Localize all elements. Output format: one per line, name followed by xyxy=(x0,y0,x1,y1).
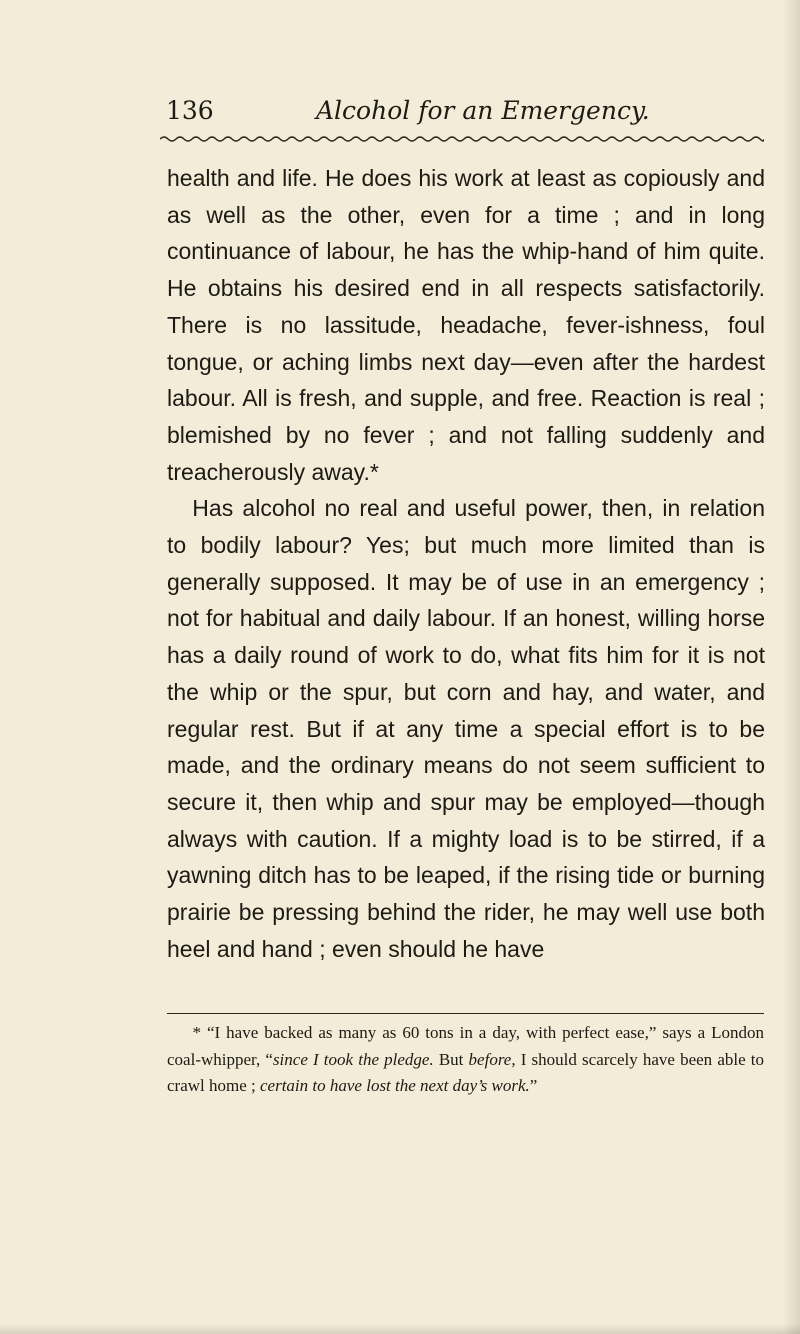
paragraph: health and life. He does his work at least as copiously and as well as the other, even for a time ; and in long continuance of labour, he has the whip-hand of him quite. He obtains his desired end in all respects satisfactorily. There is no lassitude, headache, fever-ishness, foul tongue, or aching limbs next day—even after the hardest labour. All is fresh, and supple, and free. Reaction is real ; blemished by no fever ; and not falling suddenly and treacherously away.* xyxy=(167,165,765,485)
running-title: Alcohol for an Emergency. xyxy=(316,96,650,125)
body-text xyxy=(167,160,765,967)
footnote-text: ” xyxy=(529,1076,538,1095)
footnote-text: But xyxy=(433,1049,469,1069)
footnote-italic-text: since I took the pledge. xyxy=(272,1049,434,1069)
page-number: 136 xyxy=(166,96,214,125)
page-edge-shadow xyxy=(782,0,800,1334)
page-bottom-shadow xyxy=(0,1324,800,1334)
paragraph: Has alcohol no real and useful power, then, in relation to bodily labour? Yes; but much more limited than is generally supposed. It may be of use in an emergency ; not for habitual and daily labour. If an honest, willing horse has a daily round of work to do, what fits him for it is not the whip or the spur, but corn and hay, and water, and regular rest. But if at any time a special effort is to be made, and the ordinary means do not seem sufficient to secure it, then whip and spur may be employed—though always with caution. If a mighty load is to be stirred, if a yawning ditch has to be leaped, if the rising tide or burning prairie be pressing behind the rider, he may well use both heel and hand ; even should he have xyxy=(167,495,765,962)
page-header xyxy=(166,96,766,136)
footnote-italic-text: before, xyxy=(468,1049,516,1069)
header-wavy-rule xyxy=(160,134,764,144)
footnote-italic-text: certain to have lost the next day’s work. xyxy=(260,1076,530,1095)
footnote-rule xyxy=(167,1013,764,1014)
footnote xyxy=(167,1020,764,1100)
footnote-text: * “I have backed as many as 60 tons in a day, with perfect ease,” says a London coal-whipper, “ xyxy=(167,1023,764,1069)
footnote-text: I should scarcely have been able to crawl home ; xyxy=(167,1049,764,1095)
